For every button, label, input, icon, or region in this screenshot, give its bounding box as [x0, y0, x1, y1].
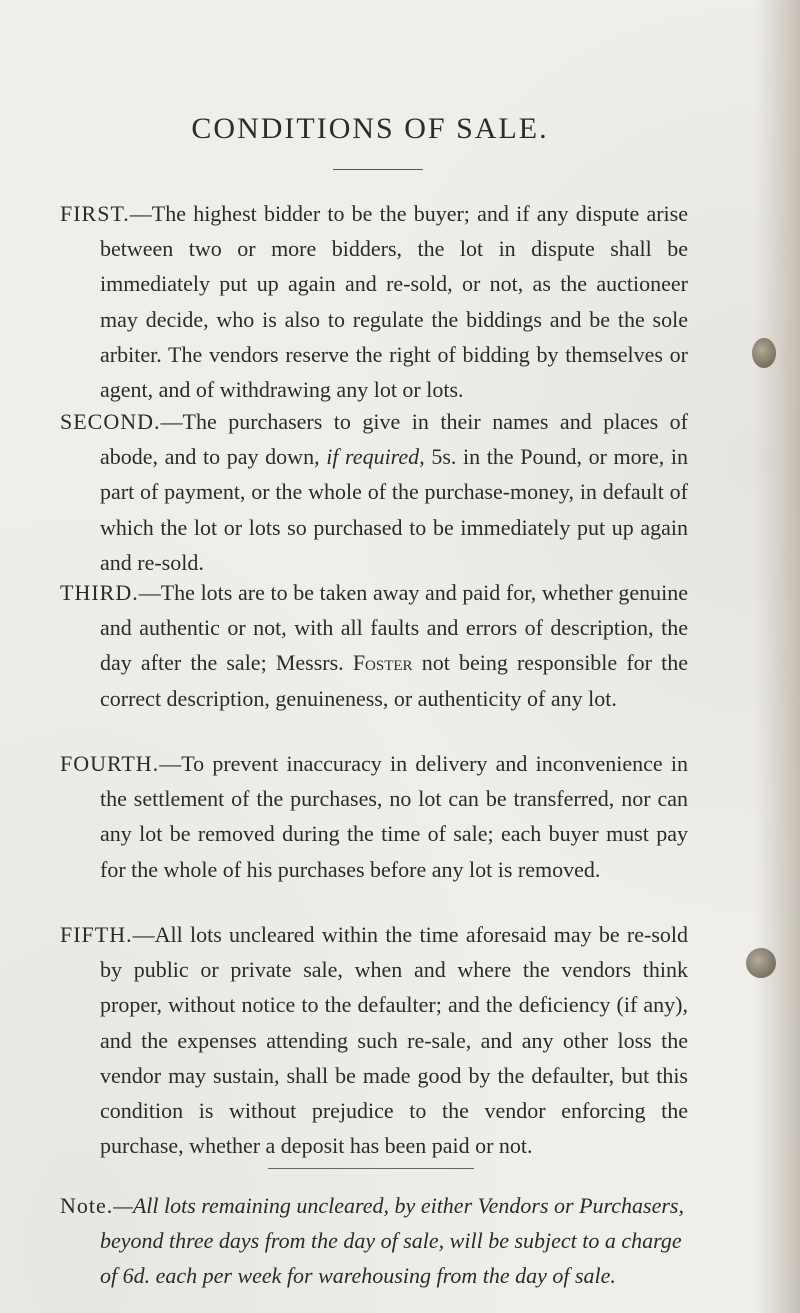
title-divider [333, 169, 423, 170]
condition-heading: SECOND. [60, 409, 161, 434]
firm-name: Foster [352, 650, 413, 676]
condition-fifth [60, 917, 688, 1163]
condition-heading: THIRD. [60, 580, 139, 605]
condition-second [60, 404, 688, 580]
note-paragraph [60, 1188, 688, 1294]
note-heading: Note. [60, 1193, 114, 1218]
note-text: —All lots remaining uncleared, by either Vendors or Purchasers, beyond three days from the day of sale, will be subject to a charge of 6d. each per week for warehousing from the day of sale. [100, 1193, 684, 1289]
page-title: CONDITIONS OF SALE. [191, 112, 549, 145]
condition-heading: FIFTH. [60, 922, 133, 947]
condition-text-italic: if required [326, 444, 420, 470]
condition-text: —All lots uncleared within the time aforesaid may be re-sold by public or private sale, when and where the vendors think proper, without notice to the defaulter; and the deficiency (if any), and the expenses attending such re-sale, and any other loss the vendor may sustain, shall be made good by the defaulter, but this condition is without prejudice to the vendor enforcing the purchase, whether a deposit has been paid or not. [100, 922, 688, 1159]
condition-fourth [60, 746, 688, 887]
condition-text: not being responsible for the correct description, genuineness, or authenticity of any lot. [100, 650, 688, 711]
condition-heading: FOURTH. [60, 751, 160, 776]
note-divider [268, 1168, 474, 1169]
condition-text: , 5s. in the Pound, or more, in part of payment, or the whole of the purchase-money, in default of which the lot or lots so purchased to be immediately put up again and re-sold. [100, 444, 688, 575]
condition-text: —The highest bidder to be the buyer; and if any dispute arise between two or more bidders, the lot in dispute shall be immediately put up again and re-sold, or not, as the auctioneer may decide, who is also to regulate the biddings and be the sole arbiter. The vendors reserve the right of bidding by themselves or agent, and of withdrawing any lot or lots. [100, 201, 688, 403]
condition-first [60, 196, 688, 407]
condition-text: —The lots are to be taken away and paid for, whether genuine and authentic or not, with all faults and errors of description, the day after the sale; Messrs. [100, 580, 688, 676]
condition-text: —To prevent inaccuracy in delivery and inconvenience in the settlement of the purchases, no lot can be transferred, nor can any lot be removed during the time of sale; each buyer must pay for the whole of his purchases before any lot is removed. [100, 751, 688, 882]
condition-text: —The purchasers to give in their names and places of abode, and to pay down, [100, 409, 688, 470]
condition-heading: FIRST. [60, 201, 130, 226]
foxing-spot [752, 338, 776, 368]
foxing-spot [746, 948, 776, 978]
condition-third [60, 575, 688, 716]
page-edge-shadow [754, 0, 800, 1313]
